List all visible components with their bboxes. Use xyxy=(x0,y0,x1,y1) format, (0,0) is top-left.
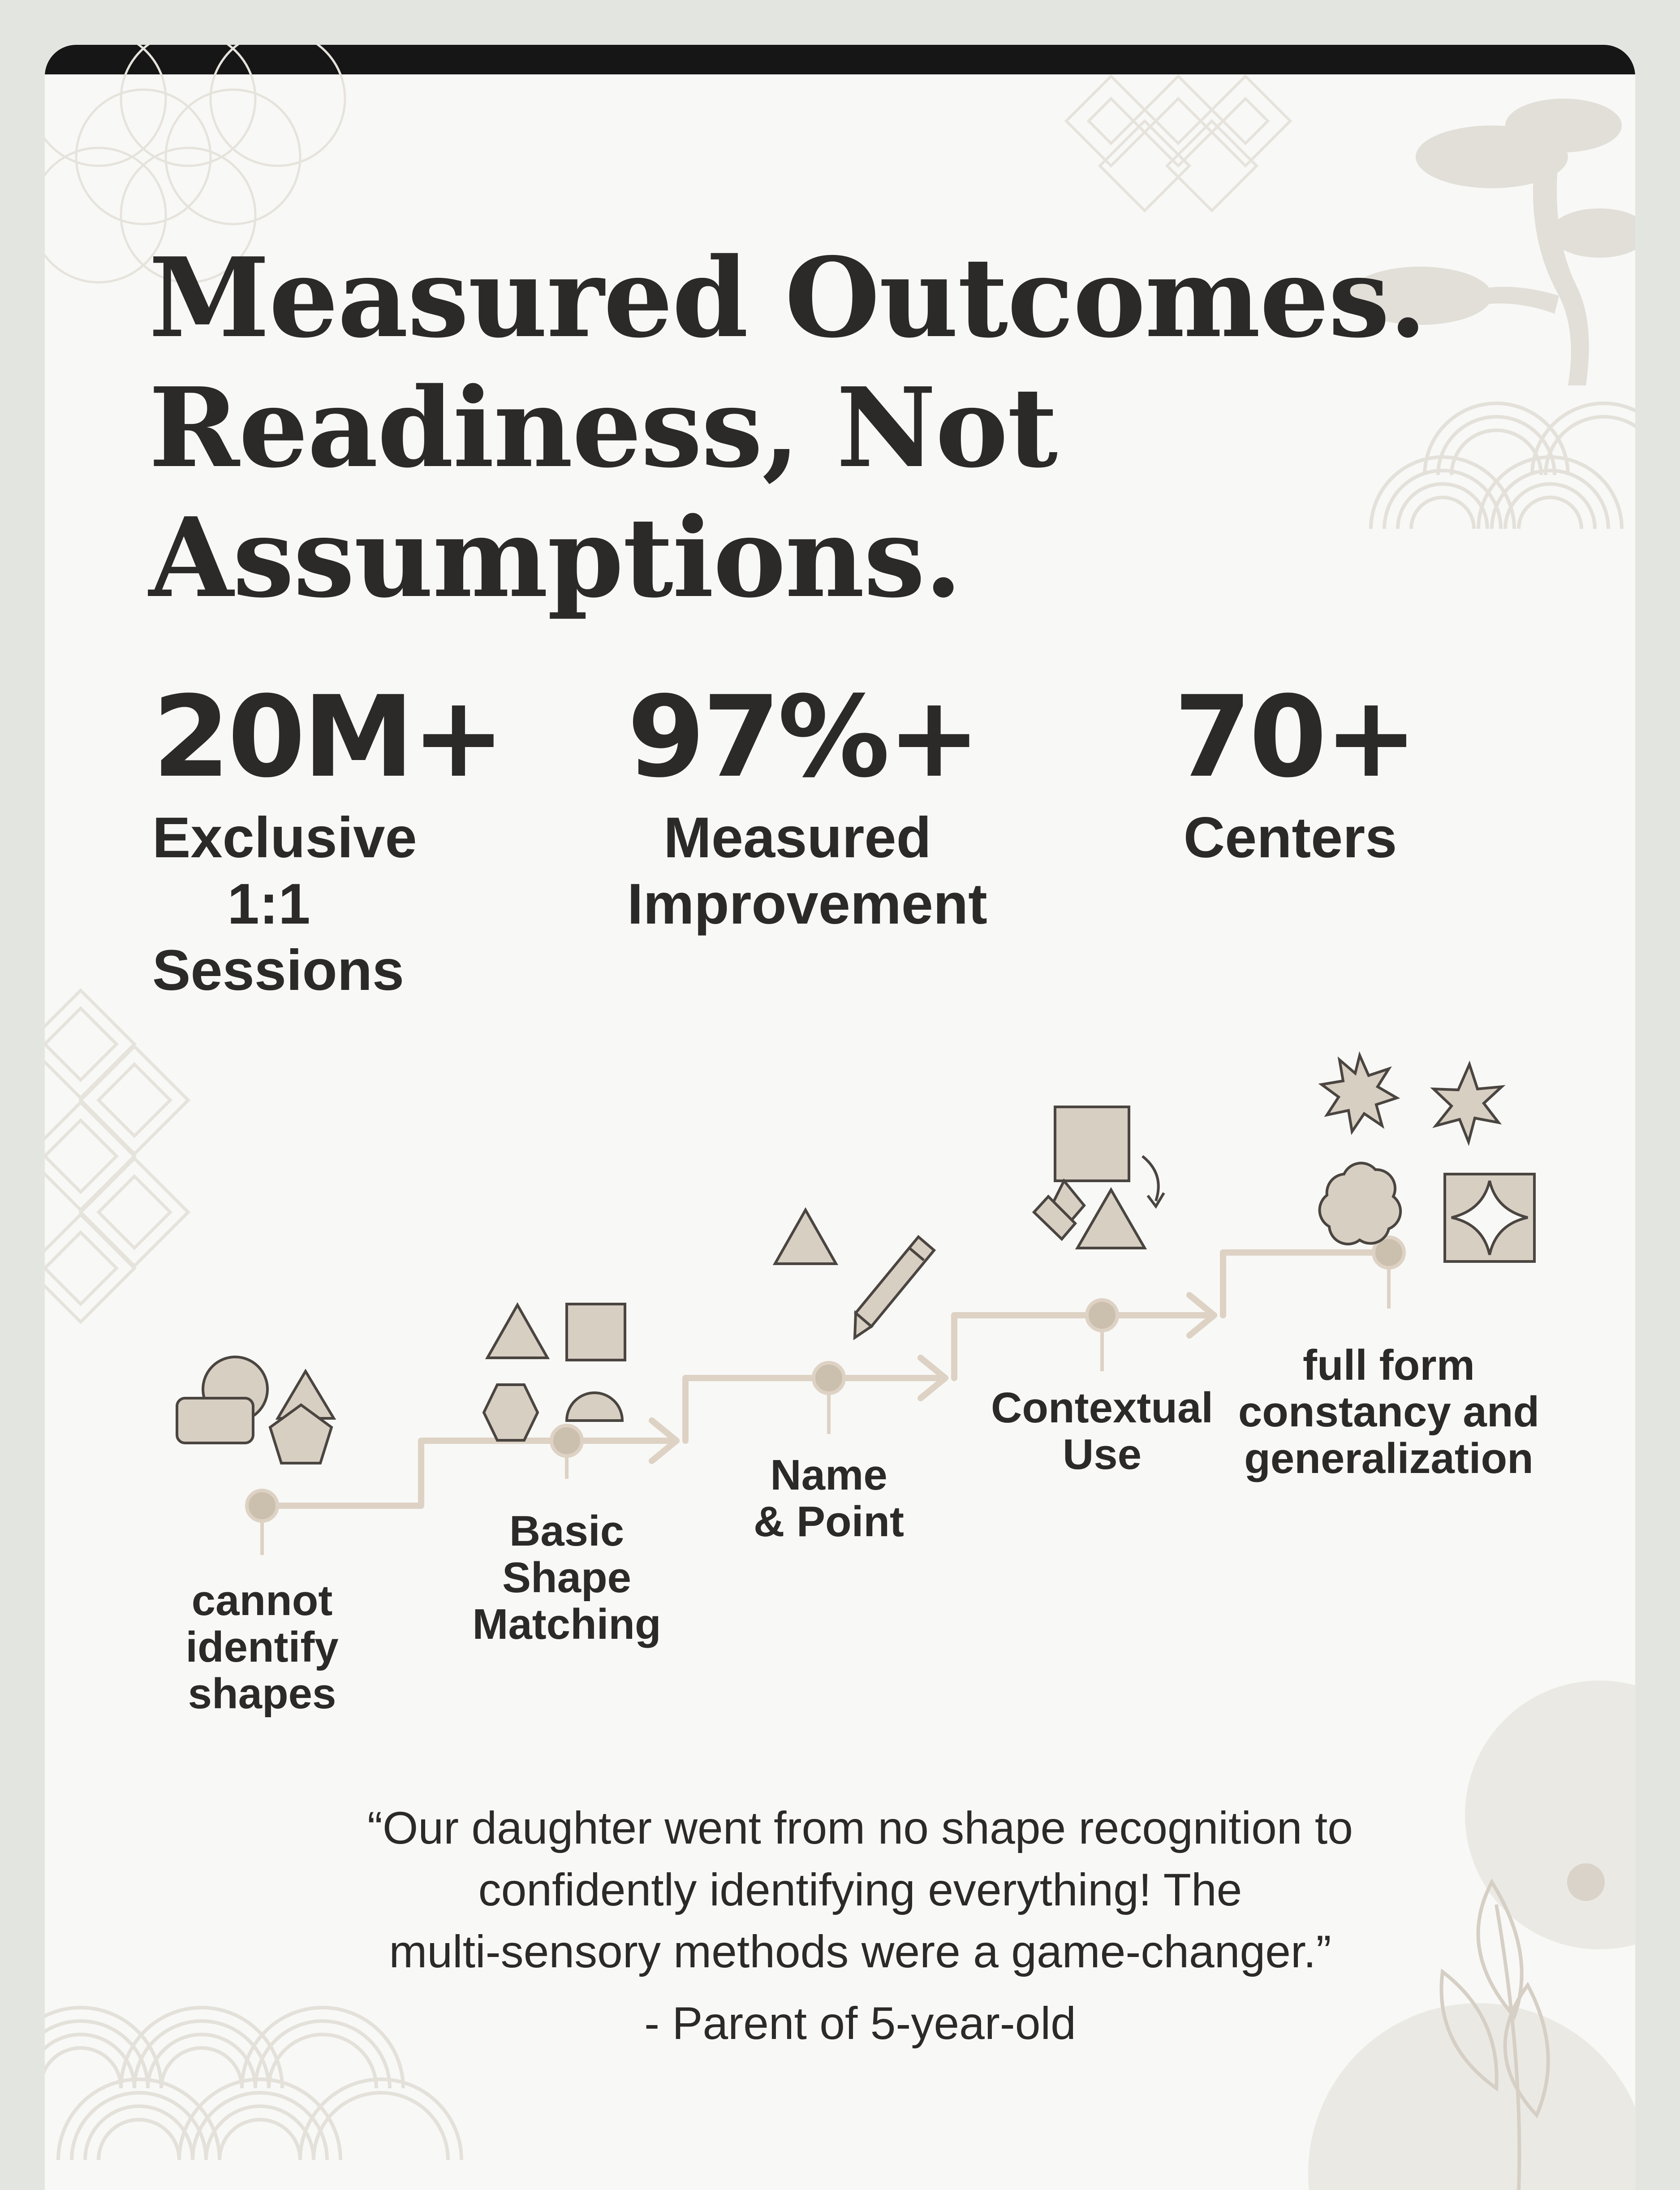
step-label-line: & Point xyxy=(754,1498,904,1546)
stat-label-line: 1:1 Sessions xyxy=(152,872,405,1002)
step-label-basic-matching xyxy=(464,1508,670,1648)
quote-line: confidently identifying everything! The xyxy=(478,1864,1242,1915)
step-label-line: cannot xyxy=(191,1577,333,1624)
testimonial-attribution: - Parent of 5-year-old xyxy=(644,1998,1076,2049)
step-label-full-form-constancy xyxy=(1232,1342,1546,1482)
quote-line: multi-sensory methods were a game-changer.” xyxy=(389,1926,1331,1977)
complex-shapes-icon xyxy=(1320,1055,1534,1261)
stat-label-line: Exclusive xyxy=(152,806,417,870)
step-label-line: Use xyxy=(1062,1430,1142,1478)
title-line: Measured Outcomes. xyxy=(149,233,1426,362)
step-label-line: full form xyxy=(1303,1341,1475,1389)
step-node-3 xyxy=(814,1363,844,1393)
matching-shapes-icon xyxy=(484,1304,625,1440)
stat-label-line: Centers xyxy=(1183,806,1397,870)
testimonial-quote xyxy=(233,1797,1487,1983)
step-label-name-point xyxy=(737,1452,921,1545)
step-label-line: Contextual xyxy=(991,1384,1214,1432)
step-label-line: identify xyxy=(185,1623,339,1671)
step-label-line: Shape xyxy=(502,1554,632,1602)
step-label-cannot-identify xyxy=(172,1577,352,1717)
step-node-1 xyxy=(247,1490,277,1521)
step-node-2 xyxy=(551,1425,582,1456)
step-label-line: Matching xyxy=(472,1600,661,1648)
step-label-line: constancy and xyxy=(1238,1388,1540,1436)
step-label-line: Basic xyxy=(509,1507,625,1555)
stat-label-line: Measured xyxy=(663,806,931,870)
step-label-line: generalization xyxy=(1244,1434,1534,1482)
step-node-4 xyxy=(1087,1300,1117,1330)
stat-label-line: Improvement xyxy=(627,872,987,936)
stat-value: 70+ xyxy=(1174,672,1416,802)
step-label-line: Name xyxy=(770,1451,887,1499)
infographic-card xyxy=(45,45,1635,2190)
mixed-shapes-icon xyxy=(177,1357,334,1463)
stat-value: 20M+ xyxy=(152,672,503,802)
rotating-shapes-icon xyxy=(1034,1107,1164,1248)
quote-line: “Our daughter went from no shape recognition to xyxy=(367,1802,1353,1853)
title-line: Assumptions. xyxy=(149,493,962,622)
step-label-line: shapes xyxy=(188,1670,336,1718)
step-label-contextual-use xyxy=(986,1385,1219,1478)
title-line: Readiness, Not xyxy=(149,363,1057,492)
triangle-pencil-icon xyxy=(775,1210,934,1338)
stat-value: 97%+ xyxy=(627,672,978,802)
